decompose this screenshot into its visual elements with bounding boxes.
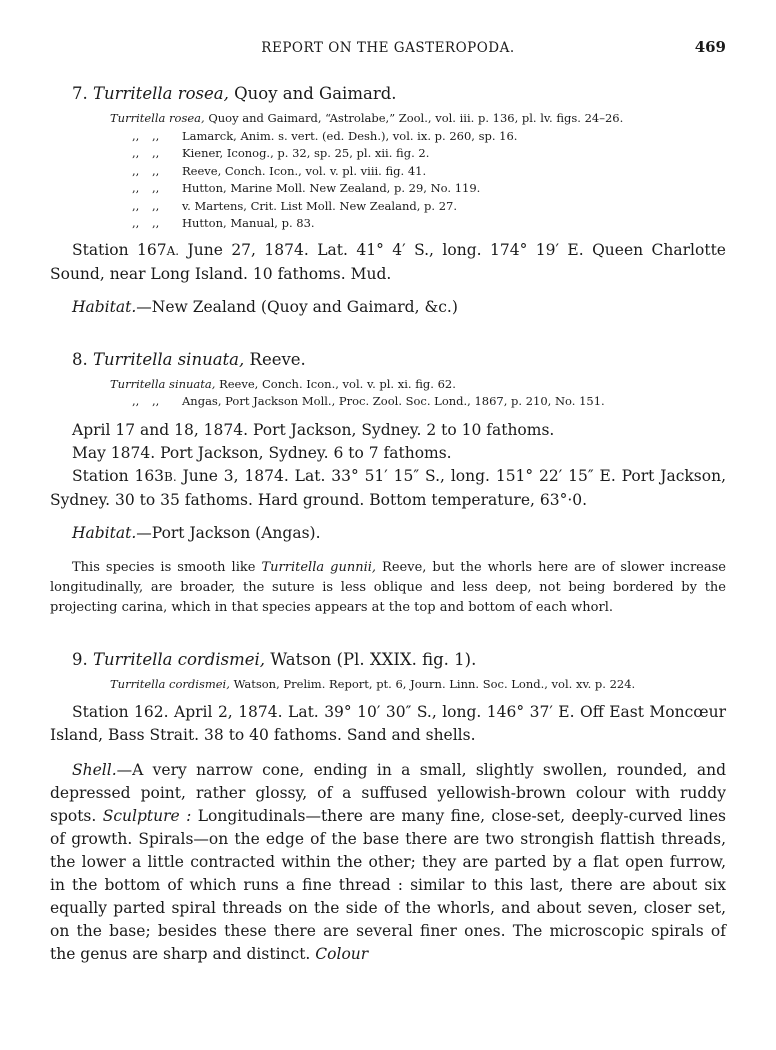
station-suffix: B. — [164, 469, 177, 484]
synonym-reference: v. Martens, Crit. List Moll. New Zealand, p. 27. — [182, 198, 457, 213]
note-text: Reeve, but the whorls here are of slower increase longitudinally, are broader, the suture is less oblique and less deep, not being bordered by the projecting carina, which in that species appears at the top and bottom of each whorl. — [50, 559, 726, 615]
station-text: June 27, 1874. Lat. 41° 4′ S., long. 174° 19′ E. Queen Charlotte Sound, near Long Island. 10 fathoms. Mud. — [50, 240, 726, 283]
synonymy-list — [110, 676, 726, 694]
species-number: 9. — [72, 649, 88, 669]
page — [50, 36, 726, 966]
species-number: 7. — [72, 84, 88, 103]
ditto-mark: ,, — [132, 216, 140, 230]
ditto-mark: ,, — [132, 198, 140, 213]
synonym-reference: Reeve, Conch. Icon., vol. v. pl. xi. fig. 62. — [219, 376, 456, 391]
ditto-mark: ,, — [152, 216, 160, 230]
synonym-name: Turritella sinuata, — [110, 376, 216, 391]
station-record: Station 162. April 2, 1874. Lat. 39° 10′ 30″ S., long. 146° 37′ E. Off East Moncœur Island, Bass Strait. 38 to 40 fathoms. Sand and shells. — [50, 703, 726, 744]
ditto-mark: ,, — [132, 181, 140, 195]
synonymy-line — [110, 180, 726, 198]
synonym-reference: Watson, Prelim. Report, pt. 6, Journ. Linn. Soc. Lond., vol. xv. p. 224. — [233, 676, 636, 691]
species-author: Quoy and Gaimard. — [234, 84, 397, 103]
colour-label: Colour — [315, 945, 369, 963]
synonymy-line — [110, 145, 726, 163]
synonym-name: Turritella rosea, — [110, 111, 205, 125]
shell-text: —A very narrow cone, ending in a small, slightly swollen, rounded, and depressed point, rather glossy, of a suffused yellowish-brown colour with ruddy spots. — [50, 761, 726, 825]
synonym-reference: Kiener, Iconog., p. 32, sp. 25, pl. xii. fig. 2. — [182, 146, 430, 160]
station-label: Station 163 — [72, 466, 165, 485]
station-label: Station 167 — [72, 240, 167, 259]
ditto-mark: ,, — [152, 394, 160, 408]
synonymy-line — [110, 393, 726, 411]
synonymy-line — [110, 676, 726, 694]
species-number: 8. — [72, 349, 88, 369]
ditto-mark: ,, — [152, 146, 160, 160]
sculpture-label: Sculpture : — [102, 807, 192, 825]
page-header — [50, 36, 726, 62]
ditto-mark: ,, — [152, 128, 160, 143]
ditto-mark: ,, — [132, 163, 140, 178]
synonym-reference: Angas, Port Jackson Moll., Proc. Zool. Soc. Lond., 1867, p. 210, No. 151. — [182, 394, 605, 408]
station-record — [50, 239, 726, 286]
habitat-text: —Port Jackson (Angas). — [136, 523, 321, 542]
ditto-mark: ,, — [132, 128, 140, 143]
habitat — [72, 298, 726, 316]
synonym-name: Turritella cordismei, — [110, 676, 230, 691]
page-number: 469 — [694, 38, 726, 56]
species-name: Turritella rosea, — [93, 84, 229, 103]
synonym-reference: Reeve, Conch. Icon., vol. v. pl. viii. fig. 41. — [182, 163, 427, 178]
shell-label: Shell. — [72, 761, 117, 779]
habitat-label: Habitat. — [72, 523, 137, 542]
species-8-heading — [72, 350, 726, 369]
habitat — [72, 524, 726, 542]
locality-record: April 17 and 18, 1874. Port Jackson, Sydney. 2 to 10 fathoms. — [72, 420, 555, 439]
synonymy-line — [110, 110, 726, 128]
synonym-reference: Hutton, Manual, p. 83. — [182, 216, 315, 230]
synonym-reference: Lamarck, Anim. s. vert. (ed. Desh.), vol. ix. p. 260, sp. 16. — [182, 128, 518, 143]
synonymy-line — [110, 198, 726, 216]
synonymy-line — [110, 163, 726, 181]
species-9-heading — [72, 650, 726, 669]
synonymy-line — [110, 376, 726, 394]
habitat-label: Habitat. — [72, 297, 137, 316]
station-text: June 3, 1874. Lat. 33° 51′ 15″ S., long. 151° 22′ 15″ E. Port Jackson, Sydney. 30 to 35 fathoms. Hard ground. Bottom temperature, 63°·0. — [50, 466, 726, 509]
species-author: Reeve. — [249, 349, 306, 369]
species-name: Turritella sinuata, — [93, 349, 245, 369]
ditto-mark: ,, — [132, 146, 140, 160]
species-note — [50, 558, 726, 618]
ditto-mark: ,, — [152, 198, 160, 213]
ditto-mark: ,, — [132, 394, 140, 408]
running-title: REPORT ON THE GASTEROPODA. — [261, 40, 515, 56]
synonymy-line — [110, 128, 726, 146]
synonymy-list — [110, 110, 726, 233]
locality-record: May 1874. Port Jackson, Sydney. 6 to 7 fathoms. — [72, 443, 452, 462]
synonym-reference: Hutton, Marine Moll. New Zealand, p. 29, No. 119. — [182, 181, 481, 195]
shell-description — [50, 759, 726, 966]
synonym-reference: Quoy and Gaimard, “Astrolabe,” Zool., vol. iii. p. 136, pl. lv. figs. 24–26. — [208, 111, 624, 125]
ditto-mark: ,, — [152, 181, 160, 195]
species-name: Turritella cordismei, — [93, 649, 266, 669]
species-author: Watson (Pl. XXIX. fig. 1). — [270, 649, 477, 669]
shell-text: Longitudinals—there are many fine, close-set, deeply-curved lines of growth. Spirals—on the edge of the base there are two strongish flattish threads, the lower a little contracted within the other; they are parted by a flat open furrow, in the bottom of which runs a fine thread : similar to this last, there are about six equally parted spiral threads on the side of the whorls, and about seven, closer set, on the base; besides these there are several finer ones. The microscopic spirals of the genus are sharp and distinct. — [50, 807, 726, 963]
note-text: This species is smooth like — [72, 559, 256, 575]
ditto-mark: ,, — [152, 163, 160, 178]
synonymy-line — [110, 215, 726, 233]
species-7-heading — [72, 84, 726, 103]
station-suffix: A. — [166, 243, 180, 258]
note-italic: Turritella gunnii, — [261, 559, 377, 575]
synonymy-list — [110, 376, 726, 411]
station-record — [50, 465, 726, 512]
habitat-text: —New Zealand (Quoy and Gaimard, &c.) — [136, 297, 458, 316]
